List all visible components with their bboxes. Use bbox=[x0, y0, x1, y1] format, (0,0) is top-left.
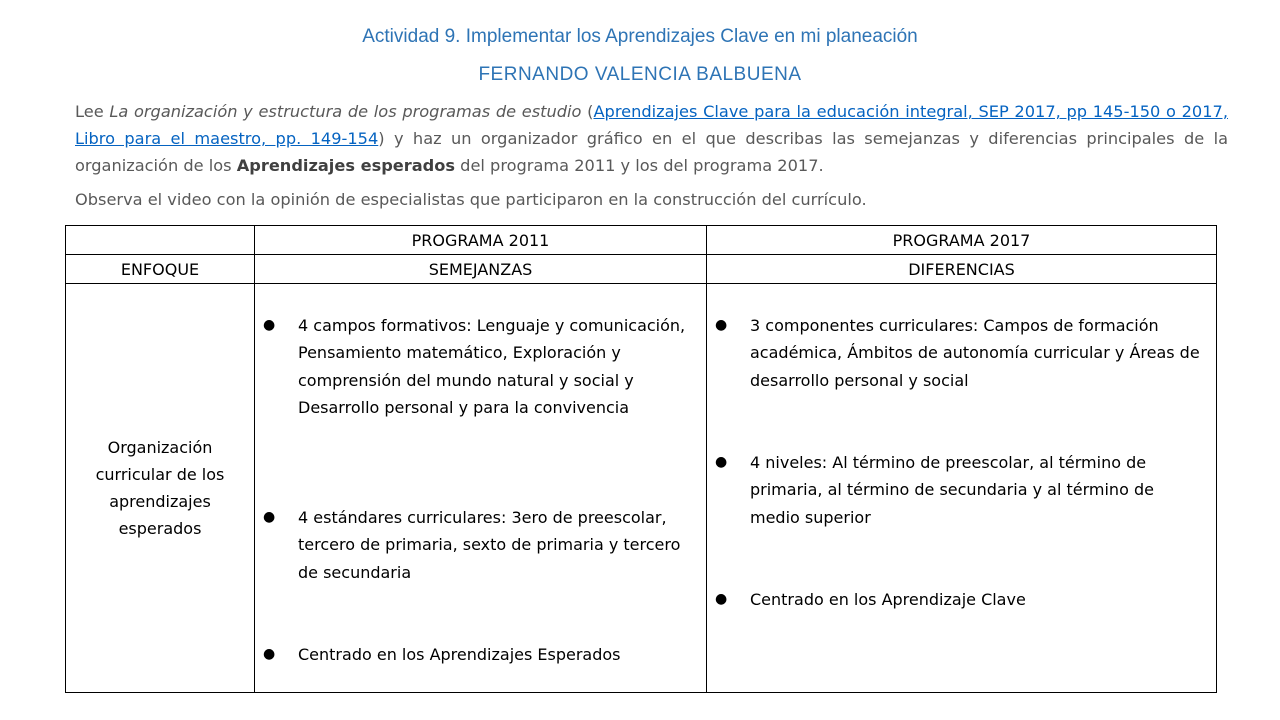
instructions-paragraph bbox=[75, 98, 1228, 179]
list-item bbox=[715, 312, 1208, 394]
instructions-bold-term: Aprendizajes esperados bbox=[236, 156, 456, 175]
header-programa-2017: PROGRAMA 2017 bbox=[707, 226, 1217, 255]
programa-2011-cell bbox=[255, 284, 707, 693]
list-item bbox=[263, 641, 698, 668]
comparison-table bbox=[65, 225, 1217, 693]
instructions-lead: Lee bbox=[75, 102, 110, 121]
header-diferencias: DIFERENCIAS bbox=[707, 255, 1217, 284]
header-semejanzas: SEMEJANZAS bbox=[255, 255, 707, 284]
list-item bbox=[263, 312, 698, 421]
bullet-icon: ● bbox=[715, 454, 728, 470]
list-item-text: Centrado en los Aprendizajes Esperados bbox=[298, 645, 621, 664]
instructions-end: del programa 2011 y los del programa 2017. bbox=[455, 156, 824, 175]
activity-title: Actividad 9. Implementar los Aprendizajes Clave en mi planeación bbox=[362, 26, 918, 47]
bullet-icon: ● bbox=[263, 646, 276, 662]
list-item bbox=[715, 449, 1208, 531]
list-item-text: 4 niveles: Al término de preescolar, al término de primaria, al término de secundaria y al término de medio superior bbox=[750, 453, 1154, 527]
header-programa-2011: PROGRAMA 2011 bbox=[255, 226, 707, 255]
reference-link[interactable]: Aprendizajes Clave para la educación integral, SEP 2017, pp 145-150 o 2017, Libro para el maestro, pp. 149-154 bbox=[75, 102, 1228, 148]
header-empty-cell bbox=[66, 226, 255, 255]
list-item-text: 3 componentes curriculares: Campos de formación académica, Ámbitos de autonomía curricular y Áreas de desarrollo personal y social bbox=[750, 316, 1200, 390]
table-subheader-row bbox=[66, 255, 1217, 284]
enfoque-cell: Organización curricular de los aprendizajes esperados bbox=[66, 284, 255, 693]
list-item bbox=[715, 586, 1208, 613]
list-item-text: 4 estándares curriculares: 3ero de preescolar, tercero de primaria, sexto de primaria y tercero de secundaria bbox=[298, 508, 681, 582]
list-item-text: 4 campos formativos: Lenguaje y comunicación, Pensamiento matemático, Exploración y comprensión del mundo natural y social y Desarrollo personal y para la convivencia bbox=[298, 316, 686, 417]
bullet-icon: ● bbox=[715, 591, 728, 607]
header-enfoque: ENFOQUE bbox=[66, 255, 255, 284]
instructions-italic-title: La organización y estructura de los programas de estudio bbox=[109, 102, 582, 121]
bullet-icon: ● bbox=[263, 317, 276, 333]
instructions-middle: ) y haz un organizador gráfico en el que describas las semejanzas y diferencias principales de la organización de los bbox=[75, 129, 1228, 175]
table-header-row bbox=[66, 226, 1217, 255]
list-item bbox=[263, 504, 698, 586]
video-instructions: Observa el video con la opinión de especialistas que participaron en la construcción del currículo. bbox=[75, 190, 867, 209]
table-row bbox=[66, 284, 1217, 693]
bullet-icon: ● bbox=[263, 509, 276, 525]
instructions-open-paren: ( bbox=[581, 102, 594, 121]
author-name: FERNANDO VALENCIA BALBUENA bbox=[478, 64, 802, 85]
bullet-icon: ● bbox=[715, 317, 728, 333]
programa-2017-cell bbox=[707, 284, 1217, 693]
list-item-text: Centrado en los Aprendizaje Clave bbox=[750, 590, 1026, 609]
